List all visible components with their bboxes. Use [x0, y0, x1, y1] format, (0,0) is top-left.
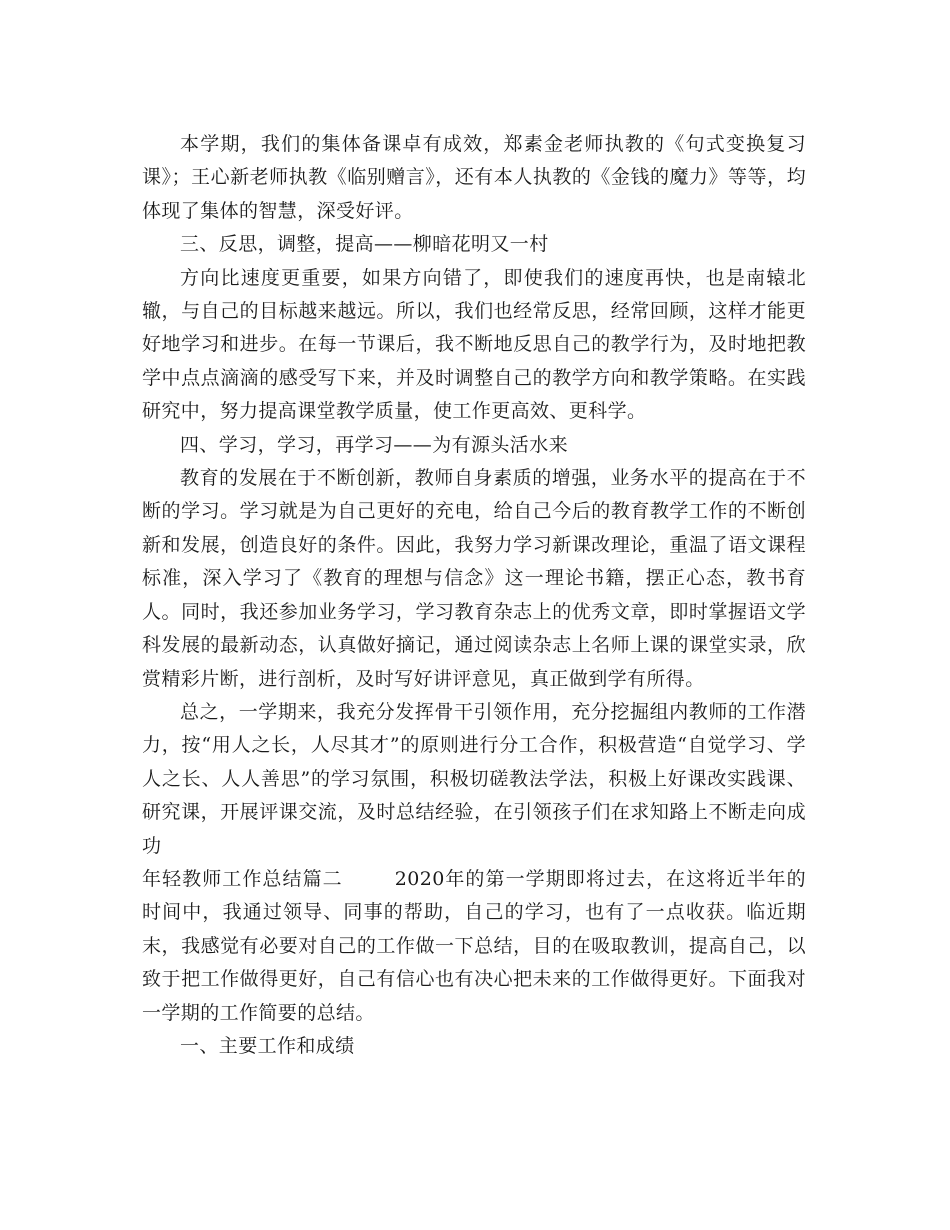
paragraph-summary: 总之，一学期来，我充分发挥骨干引领作用，充分挖掘组内教师的工作潜力，按“用人之长，人尽其才”的原则进行分工合作，积极营造“自觉学习、学人之长、人人善思”的学习氛围，积极切磋教法学法，积极上好课改实践课、研究课，开展评课交流，及时总结经验，在引领孩子们在求知路上不断走向成功: [142, 700, 806, 857]
paragraph-section-two: [142, 863, 806, 1030]
heading-reflect-adjust: 三、反思，调整，提高——柳暗花明又一村: [180, 233, 549, 256]
document-body: [142, 128, 806, 1063]
heading-main-work: 一、主要工作和成绩: [180, 1034, 355, 1057]
paragraph-collective-lesson-prep: 本学期，我们的集体备课卓有成效，郑素金老师执教的《句式变换复习课》；王心新老师执教《临别赠言》，还有本人执教的《金钱的魔力》等等，均体现了集体的智慧，深受好评。: [142, 133, 806, 222]
section-title: 年轻教师工作总结篇二: [142, 867, 343, 890]
paragraph-education-development: 教育的发展在于不断创新，教师自身素质的增强，业务水平的提高在于不断的学习。学习就是为自己更好的充电，给自己今后的教育教学工作的不断创新和发展，创造良好的条件。因此，我努力学习新课改理论，重温了语文课程标准，深入学习了《教育的理想与信念》这一理论书籍，摆正心态，教书育人。同时，我还参加业务学习，学习教育杂志上的优秀文章，即时掌握语文学科发展的最新动态，认真做好摘记，通过阅读杂志上名师上课的课堂实录，欣赏精彩片断，进行剖析，及时写好讲评意见，真正做到学有所得。: [142, 467, 806, 690]
heading-keep-learning: 四、学习，学习，再学习——为有源头活水来: [180, 433, 569, 456]
paragraph-direction-matters: 方向比速度更重要，如果方向错了，即使我们的速度再快，也是南辕北辙，与自己的目标越来越远。所以，我们也经常反思，经常回顾，这样才能更好地学习和进步。在每一节课后，我不断地反思自己的教学行为，及时地把教学中点点滴滴的感受写下来，并及时调整自己的教学方向和教学策略。在实践研究中，努力提高课堂教学质量，使工作更高效、更科学。: [142, 266, 806, 423]
section-body: 2020年的第一学期即将过去，在这将近半年的时间中，我通过领导、同事的帮助，自己的学习，也有了一点收获。临近期末，我感觉有必要对自己的工作做一下总结，目的在吸取教训，提高自己，以致于把工作做得更好，自己有信心也有决心把未来的工作做得更好。下面我对一学期的工作简要的总结。: [142, 867, 806, 1024]
